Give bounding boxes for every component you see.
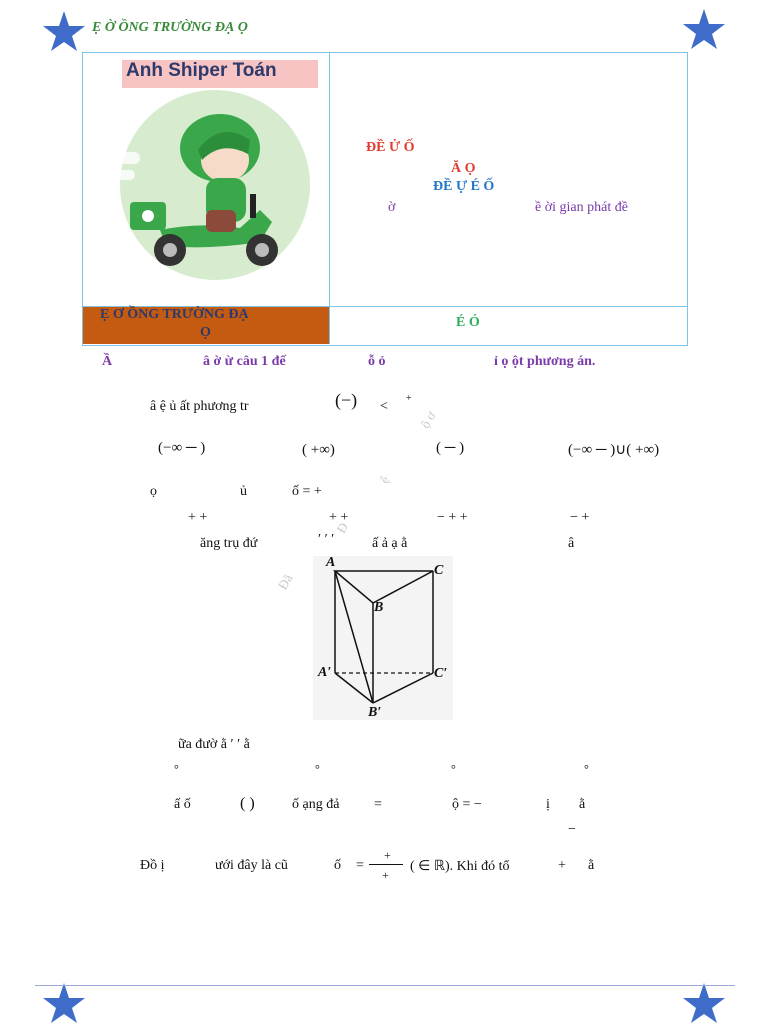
question-3-line2: ữa đườ ằ ′ ′ ằ <box>178 737 250 752</box>
question-3-stem: â <box>568 536 575 551</box>
question-4-stem: = <box>374 797 382 812</box>
answer-c: ° <box>451 762 456 776</box>
answer-c: − + + <box>437 510 468 525</box>
question-5-stem: + <box>558 858 566 873</box>
question-5-stem: ố <box>334 858 341 873</box>
answer-a: (−∞ ─ ) <box>158 440 206 456</box>
exam-title-line2: Ă Ọ <box>451 161 476 176</box>
question-4-stem: ố ạng đả <box>292 797 340 812</box>
star-icon <box>682 982 726 1024</box>
question-4-stem: ấ ố <box>174 797 191 812</box>
star-icon <box>682 8 726 50</box>
question-5-stem: ưới đây là cũ <box>215 858 288 873</box>
question-3-stem: ăng trụ đứ <box>200 536 258 551</box>
scooter-rider-illustration <box>110 110 310 280</box>
q1-inequality: < <box>380 399 388 414</box>
question-1-stem: â ệ ủ ất phương tr <box>150 399 249 414</box>
answer-c: ( ─ ) <box>436 440 465 456</box>
question-5-stem: ằ <box>588 858 595 873</box>
section-heading: Ầ <box>102 354 113 369</box>
answer-b: ° <box>315 762 320 776</box>
exam-title-line1: ĐỀ Ử Ố <box>366 140 415 155</box>
fraction-denominator: + <box>382 868 389 882</box>
question-4-stem: ị <box>546 797 550 812</box>
school-name: Ẹ Ơ ỒNG TRƯỜNG ĐẠ <box>100 307 249 322</box>
watermark: Đã <box>274 571 296 593</box>
question-3-stem: ′ ′ ′ <box>318 532 335 547</box>
question-4-stem: ằ <box>579 797 586 812</box>
answer-b: ( +∞) <box>302 442 335 458</box>
question-2-stem: ủ <box>240 484 247 499</box>
exam-time-note: ề ời gian phát đề <box>535 200 628 215</box>
answer-a: ° <box>174 762 179 776</box>
watermark: ệ <box>376 473 393 487</box>
watermark: ộ ơ <box>417 408 439 431</box>
fraction-numerator: + <box>384 848 391 862</box>
question-2-stem: ọ <box>150 484 157 499</box>
star-icon <box>42 982 86 1024</box>
section-heading: ỗ ỏ <box>368 354 386 369</box>
answer-a: + + <box>188 510 208 525</box>
answer-d: ° <box>584 762 589 776</box>
exam-time-left: ờ <box>388 200 396 215</box>
label-a: A <box>326 555 336 570</box>
question-5-stem: ( ∈ ℝ). Khi đó tổ <box>410 859 510 874</box>
exam-title-line3: ĐỀ Ự É Ố <box>433 179 495 194</box>
question-4-stem: − <box>568 822 576 837</box>
star-icon <box>42 10 86 52</box>
question-2-stem: ố = + <box>292 484 322 499</box>
q1-math: (−) <box>335 390 358 410</box>
section-heading: â ờ ừ câu 1 đế <box>203 354 286 369</box>
label-b-prime: B′ <box>368 705 382 720</box>
question-3-stem: ấ ả ạ ằ <box>372 536 408 551</box>
answer-d: (−∞ ─ )∪( +∞) <box>568 442 660 458</box>
footer-line <box>35 985 735 986</box>
watermark: Đ <box>333 519 352 536</box>
question-5-stem: Đồ ị <box>140 858 165 873</box>
school-name-line2: Ọ <box>200 325 211 340</box>
q1-plus: + <box>406 393 412 404</box>
question-4-stem: ( ) <box>240 795 255 812</box>
answer-b: + + <box>329 510 349 525</box>
label-c-prime: C′ <box>434 666 448 681</box>
question-5-stem: = <box>356 858 364 873</box>
question-4-stem: ộ = − <box>452 797 482 812</box>
header-text: Ẹ Ờ ỒNG TRƯỜNG ĐẠ Ọ <box>92 20 248 35</box>
fraction-bar <box>369 864 403 865</box>
label-c: C <box>434 563 444 578</box>
label-b: B <box>374 600 384 615</box>
exam-code: É Ó <box>456 315 480 330</box>
prism-diagram <box>313 556 453 720</box>
answer-d: − + <box>570 510 590 525</box>
section-heading: ỉ ọ ột phương án. <box>494 354 596 369</box>
logo-text: Anh Shiper Toán <box>126 60 277 81</box>
label-a-prime: A′ <box>318 665 332 680</box>
divider <box>329 52 330 344</box>
